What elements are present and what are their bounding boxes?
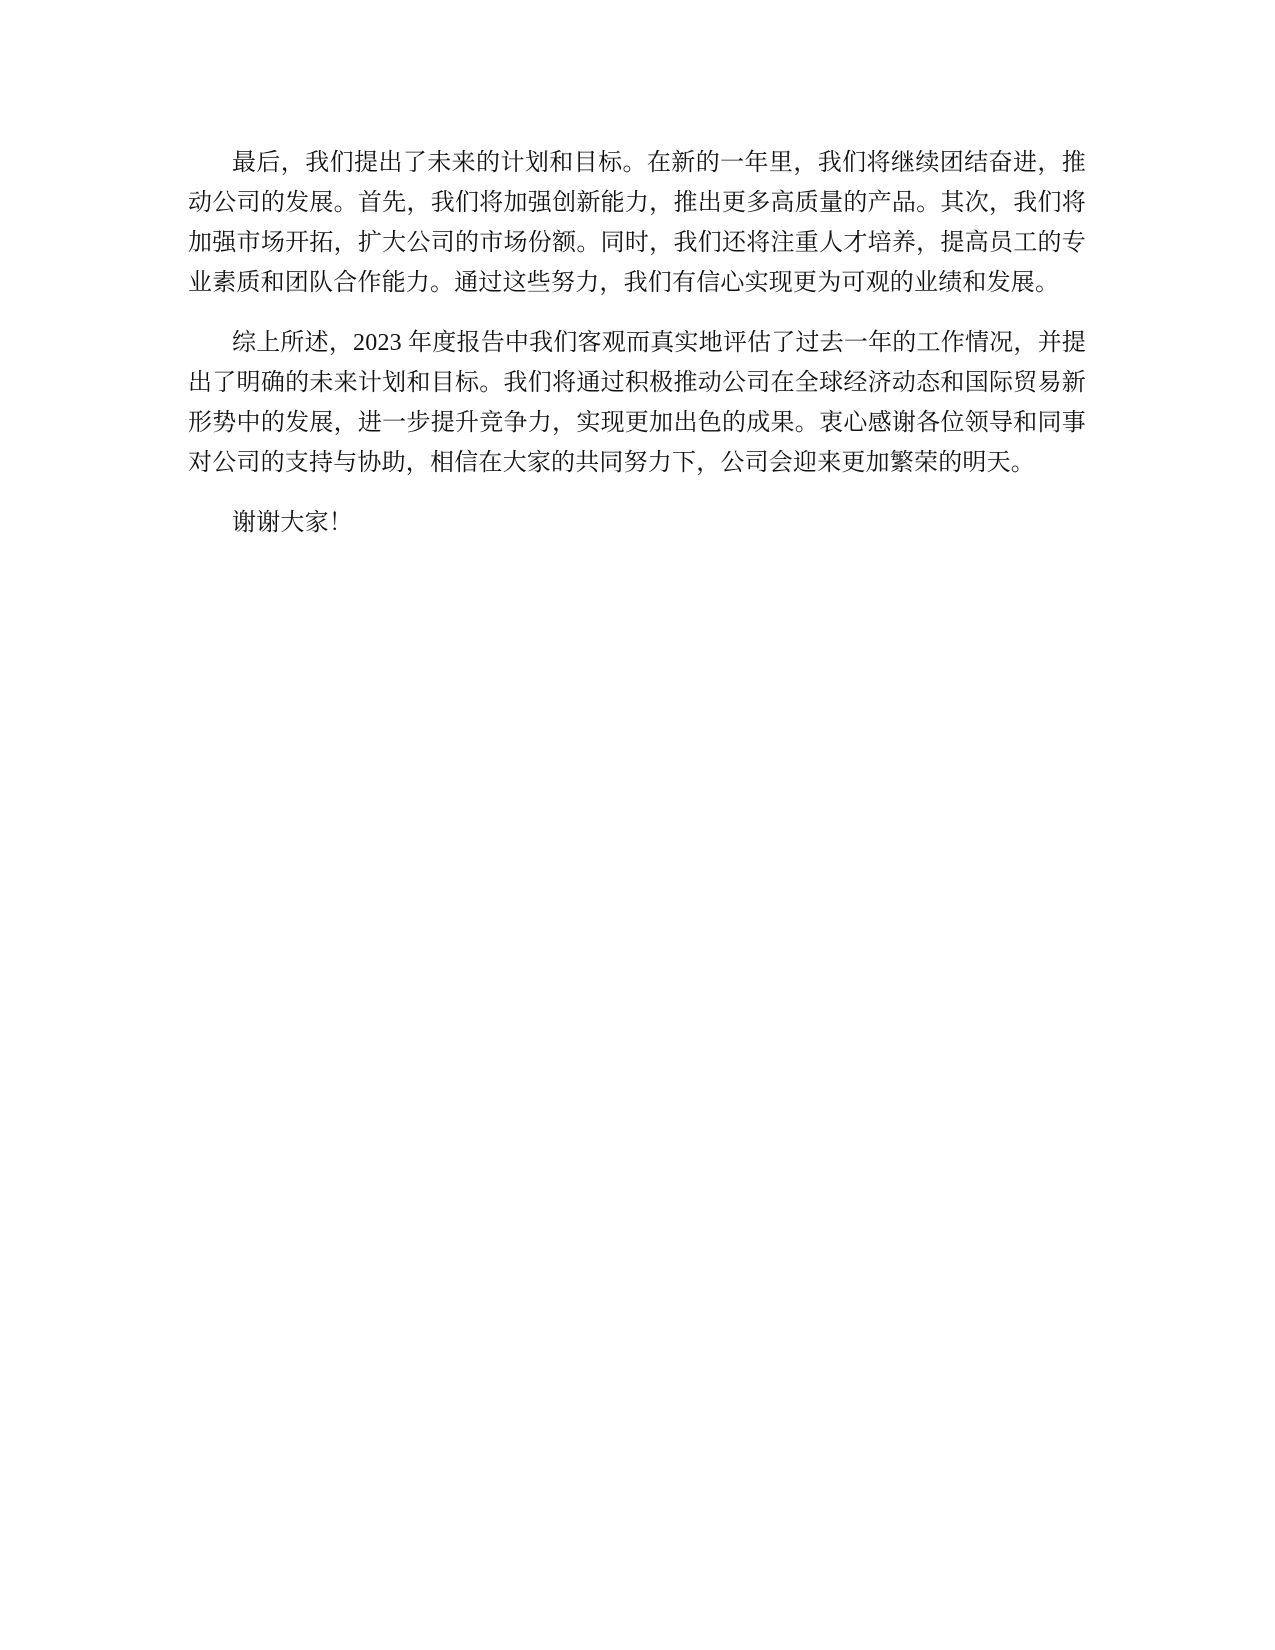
- paragraph-thanks: 谢谢大家！: [232, 510, 353, 536]
- paragraph-future-plans: 最后，我们提出了未来的计划和目标。在新的一年里，我们将继续团结奋进，推动公司的发展。首先，我们将加强创新能力，推出更多高质量的产品。其次，我们将加强市场开拓，扩大公司的市场份额。同时，我们还将注重人才培养，提高员工的专业素质和团队合作能力。通过这些努力，我们有信心实现更为可观的业绩和发展。: [188, 150, 1086, 296]
- document-body: [188, 143, 1086, 563]
- paragraph-summary: 综上所述，2023 年度报告中我们客观而真实地评估了过去一年的工作情况，并提出了明确的未来计划和目标。我们将通过积极推动公司在全球经济动态和国际贸易新形势中的发展，进一步提升竞争力，实现更加出色的成果。衷心感谢各位领导和同事对公司的支持与协助，相信在大家的共同努力下，公司会迎来更加繁荣的明天。: [188, 330, 1086, 476]
